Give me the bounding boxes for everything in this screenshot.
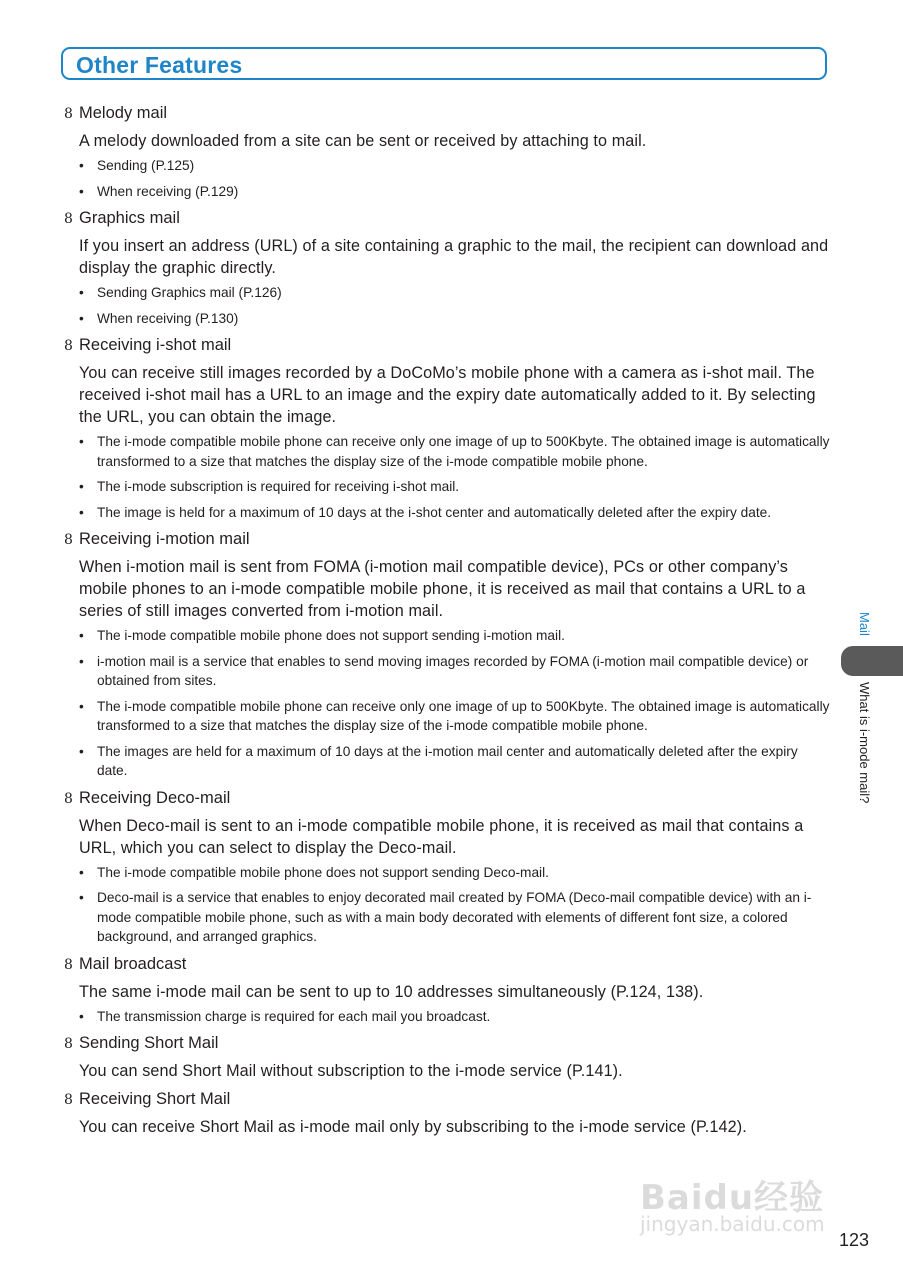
feature-heading-text: Melody mail [79,104,168,122]
note-text: i-motion mail is a service that enables to send moving images recorded by FOMA (i-motion mail compatible device) or obtained from sites. [97,653,809,688]
note-text: The i-mode subscription is required for receiving i-shot mail. [97,479,460,494]
side-section-text: What is i-mode mail? [857,682,872,804]
note-item [79,283,830,303]
bullet-icon: • [79,310,84,326]
page-title: Other Features [76,52,243,78]
heading-marker-icon: 8 [64,790,73,807]
feature-section [64,528,830,781]
feature-heading [64,787,830,810]
bullet-icon: • [79,183,84,199]
note-item [79,697,830,736]
feature-description: You can send Short Mail without subscription to the i-mode service (P.141). [79,1062,623,1080]
bullet-icon: • [79,698,84,714]
note-text: Sending (P.125) [97,158,195,173]
notes-list [79,156,830,201]
note-text: The i-mode compatible mobile phone can receive only one image of up to 500Kbyte. The obtained image is automatically transformed to a size that matches the display size of the i-mode compatible mobile phone. [97,698,830,733]
note-item [79,742,830,781]
bullet-icon: • [79,434,84,449]
note-text: The image is held for a maximum of 10 days at the i-shot center and automatically deleted after the expiry date. [97,504,772,520]
feature-description: You can receive still images recorded by a DoCoMo’s mobile phone with a camera as i-shot mail. The received i-shot mail has a URL to an image and the expiry date automatically added to it. By selecting the URL, you can obtain the image. [79,364,816,426]
section-title-box [61,47,827,80]
side-index-tab [841,646,903,676]
note-text: The i-mode compatible mobile phone can receive only one image of up to 500Kbyte. The obtained image is automatically transformed to a size that matches the display size of the i-mode compatible mobile phone. [97,434,830,469]
feature-heading [64,1032,830,1055]
feature-section [64,1088,830,1144]
note-item [79,888,830,947]
notes-list [79,863,830,947]
feature-description: You can receive Short Mail as i-mode mail only by subscribing to the i-mode service (P.142). [79,1118,747,1136]
bullet-icon: • [79,285,84,300]
note-text: When receiving (P.129) [97,183,239,199]
heading-marker-icon: 8 [64,956,73,973]
note-item [79,863,830,883]
note-text: The transmission charge is required for each mail you broadcast. [97,1008,491,1024]
feature-heading [64,334,830,357]
heading-marker-icon: 8 [64,532,73,548]
bullet-icon: • [79,743,84,759]
bullet-icon: • [79,504,84,520]
bullet-icon: • [79,628,84,643]
feature-heading [64,207,830,230]
notes-list [79,626,830,781]
watermark [640,1150,850,1250]
feature-heading-text: Receiving i-motion mail [79,530,250,548]
feature-heading-text: Mail broadcast [79,954,187,973]
note-text: The i-mode compatible mobile phone does not support sending i-motion mail. [97,628,565,643]
note-item [79,309,830,329]
feature-heading [64,528,830,551]
feature-description: When i-motion mail is sent from FOMA (i-motion mail compatible device), PCs or other company’s mobile phones to an i-mode compatible mobile phone, it is received as mail that contains a URL to a series of still images converted from i-motion mail. [79,558,806,620]
heading-marker-icon: 8 [64,1092,73,1108]
heading-marker-icon: 8 [64,106,73,122]
bullet-icon: • [79,158,84,173]
notes-list [79,1007,830,1027]
feature-section [64,787,830,947]
heading-marker-icon: 8 [64,1036,73,1052]
feature-heading-text: Receiving Deco-mail [79,788,231,807]
feature-heading-text: Receiving Short Mail [79,1090,231,1108]
heading-marker-icon: 8 [64,338,73,354]
note-text: Deco-mail is a service that enables to enjoy decorated mail created by FOMA (Deco-mail compatible device) with an i-mode compatible mobile phone, such as with a main body decorated with elements of different font size, a colored background, and arranged graphics. [97,890,812,944]
feature-section [64,953,830,1027]
note-item [79,156,830,176]
feature-section [64,102,830,201]
bullet-icon: • [79,479,84,494]
note-item [79,652,830,691]
feature-heading [64,1088,830,1111]
side-chapter-label [857,612,877,642]
note-text: The images are held for a maximum of 10 days at the i-motion mail center and automatically deleted after the expiry date. [97,743,798,778]
notes-list [79,283,830,328]
watermark-url: jingyan.baidu.com [640,1212,825,1236]
note-text: When receiving (P.130) [97,310,239,326]
bullet-icon: • [79,864,84,880]
note-text: Sending Graphics mail (P.126) [97,285,282,300]
feature-description: A melody downloaded from a site can be sent or received by attaching to mail. [79,132,647,150]
feature-section [64,334,830,522]
feature-description: When Deco-mail is sent to an i-mode compatible mobile phone, it is received as mail that contains a URL, which you can select to display the Deco-mail. [79,816,804,857]
note-item [79,503,830,523]
feature-description: The same i-mode mail can be sent to up to 10 addresses simultaneously (P.124, 138). [79,982,704,1001]
bullet-icon: • [79,1008,84,1024]
bullet-icon: • [79,890,84,905]
notes-list [79,432,830,522]
side-section-label [857,682,877,832]
feature-section [64,1032,830,1088]
feature-heading-text: Graphics mail [79,209,180,227]
side-chapter-text: Mail [857,612,872,636]
note-item [79,626,830,646]
feature-section [64,207,830,328]
feature-heading [64,102,830,125]
page-number: 123 [839,1230,870,1250]
feature-heading-text: Receiving i-shot mail [79,336,232,354]
watermark-logo: Baidu经验 [640,1178,825,1218]
note-item [79,477,830,497]
feature-heading [64,953,830,976]
bullet-icon: • [79,653,84,669]
feature-description: If you insert an address (URL) of a site containing a graphic to the mail, the recipient can download and display the graphic directly. [79,237,829,277]
feature-heading-text: Sending Short Mail [79,1034,219,1052]
note-text: The i-mode compatible mobile phone does not support sending Deco-mail. [97,864,549,880]
note-item [79,182,830,202]
note-item [79,1007,830,1027]
main-content [64,102,830,1144]
heading-marker-icon: 8 [64,211,73,227]
note-item [79,432,830,471]
